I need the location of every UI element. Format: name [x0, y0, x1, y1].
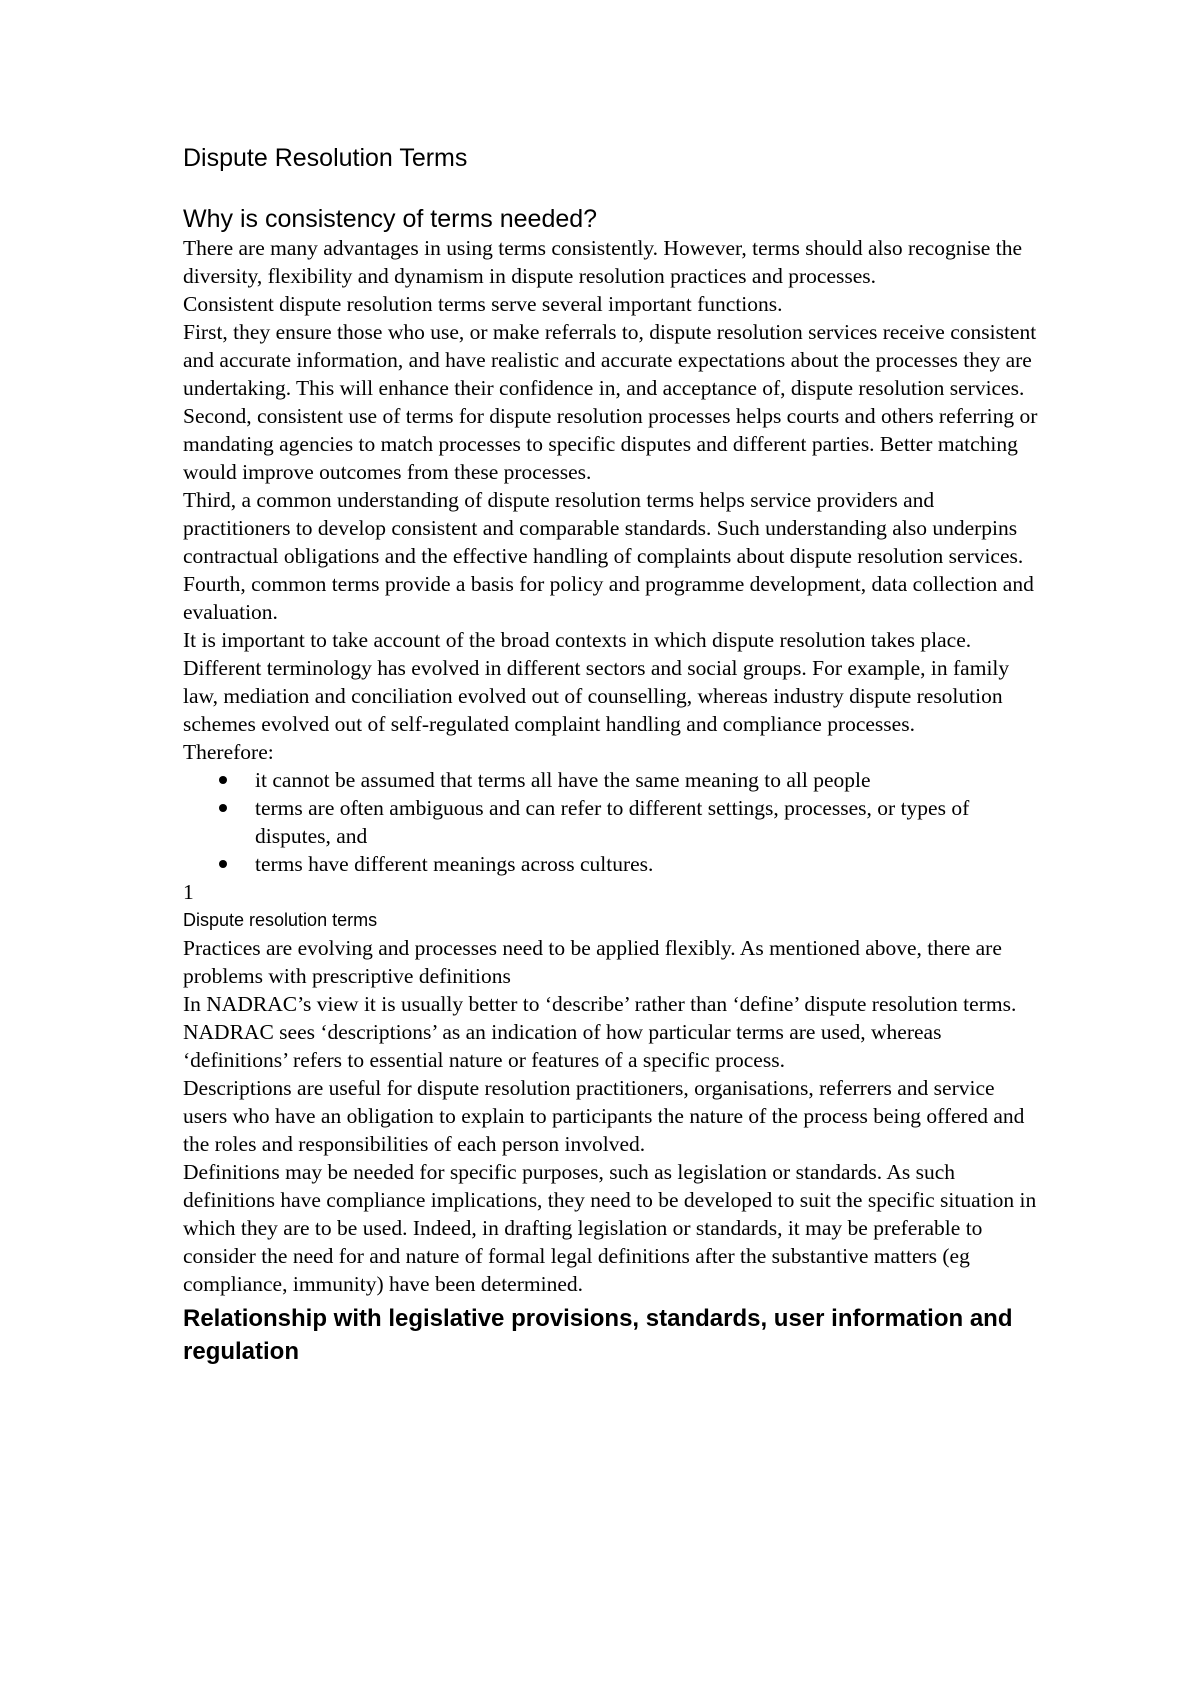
list-item-text: terms have different meanings across cultures.: [255, 852, 654, 876]
list-item: [183, 794, 1043, 850]
list-item: [183, 850, 1043, 878]
paragraph: In NADRAC’s view it is usually better to ‘describe’ rather than ‘define’ dispute resolution terms. NADRAC sees ‘descriptions’ as an indication of how particular terms are used, whereas ‘definitions’ refers to essential nature or features of a specific process.: [183, 992, 1017, 1072]
paragraph: Fourth, common terms provide a basis for policy and programme development, data collection and evaluation.: [183, 572, 1034, 624]
bullet-icon: [219, 776, 227, 784]
paragraph: There are many advantages in using terms consistently. However, terms should also recognise the diversity, flexibility and dynamism in dispute resolution practices and processes.: [183, 236, 1022, 288]
section-heading-relationship: Relationship with legislative provisions, standards, user information and regulation: [183, 1305, 1013, 1365]
paragraph: Second, consistent use of terms for dispute resolution processes helps courts and others referring or mandating agencies to match processes to specific disputes and different parties. Better matching would improve outcomes from these processes.: [183, 404, 1038, 484]
document-page: [183, 142, 1043, 1368]
paragraph: Consistent dispute resolution terms serve several important functions.: [183, 292, 783, 316]
page-title: Dispute Resolution Terms: [183, 144, 468, 172]
paragraph: Third, a common understanding of dispute resolution terms helps service providers and practitioners to develop consistent and comparable standards. Such understanding also underpins contractual obligations and the effective handling of complaints about dispute resolution services.: [183, 488, 1024, 568]
paragraph: Practices are evolving and processes need to be applied flexibly. As mentioned above, there are problems with prescriptive definitions: [183, 936, 1002, 988]
bullet-icon: [219, 804, 227, 812]
list-item-text: terms are often ambiguous and can refer to different settings, processes, or types of disputes, and: [255, 796, 970, 848]
page-number: 1: [183, 880, 194, 904]
paragraph: Descriptions are useful for dispute resolution practitioners, organisations, referrers and service users who have an obligation to explain to participants the nature of the process being offered and the roles and responsibilities of each person involved.: [183, 1076, 1025, 1156]
section-heading-consistency: Why is consistency of terms needed?: [183, 205, 598, 233]
running-header: Dispute resolution terms: [183, 910, 378, 930]
list-item: [183, 766, 1043, 794]
paragraph: First, they ensure those who use, or make referrals to, dispute resolution services receive consistent and accurate information, and have realistic and accurate expectations about the processes they are undertaking. This will enhance their confidence in, and acceptance of, dispute resolution services.: [183, 320, 1037, 400]
paragraph: Therefore:: [183, 740, 274, 764]
paragraph: It is important to take account of the broad contexts in which dispute resolution takes place. Different terminology has evolved in different sectors and social groups. For example, in family law, mediation and conciliation evolved out of counselling, whereas industry dispute resolution schemes evolved out of self-regulated complaint handling and compliance processes.: [183, 628, 1010, 736]
paragraph: Definitions may be needed for specific purposes, such as legislation or standards. As such definitions have compliance implications, they need to be developed to suit the specific situation in which they are to be used. Indeed, in drafting legislation or standards, it may be preferable to consider the need for and nature of formal legal definitions after the substantive matters (eg compliance, immunity) have been determined.: [183, 1160, 1037, 1296]
bullet-list: [183, 766, 1043, 878]
bullet-icon: [219, 860, 227, 868]
list-item-text: it cannot be assumed that terms all have the same meaning to all people: [255, 768, 871, 792]
